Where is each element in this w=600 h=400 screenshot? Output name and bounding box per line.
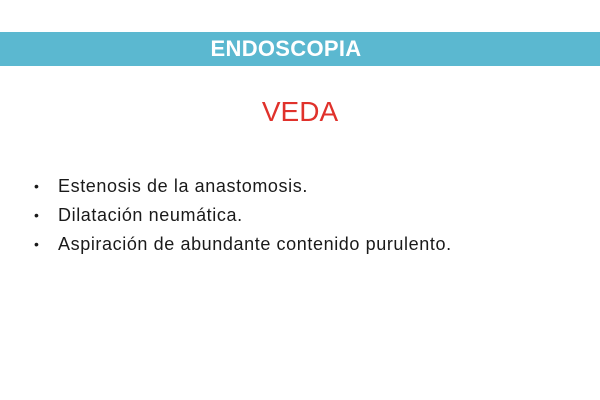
header-band xyxy=(0,32,600,66)
bullet-text: Aspiración de abundante contenido purulento. xyxy=(58,234,452,254)
bullet-text: Estenosis de la anastomosis. xyxy=(58,176,308,196)
bullet-item xyxy=(30,230,452,259)
bullet-item xyxy=(30,201,452,230)
slide-subtitle: VEDA xyxy=(261,96,339,127)
bullet-text: Dilatación neumática. xyxy=(58,205,243,225)
bullet-icon: • xyxy=(34,178,40,194)
bullet-icon: • xyxy=(34,236,40,252)
slide-title: ENDOSCOPIA xyxy=(210,36,362,61)
bullet-item xyxy=(30,172,452,201)
bullet-icon: • xyxy=(34,207,40,223)
bullet-list xyxy=(30,172,452,259)
